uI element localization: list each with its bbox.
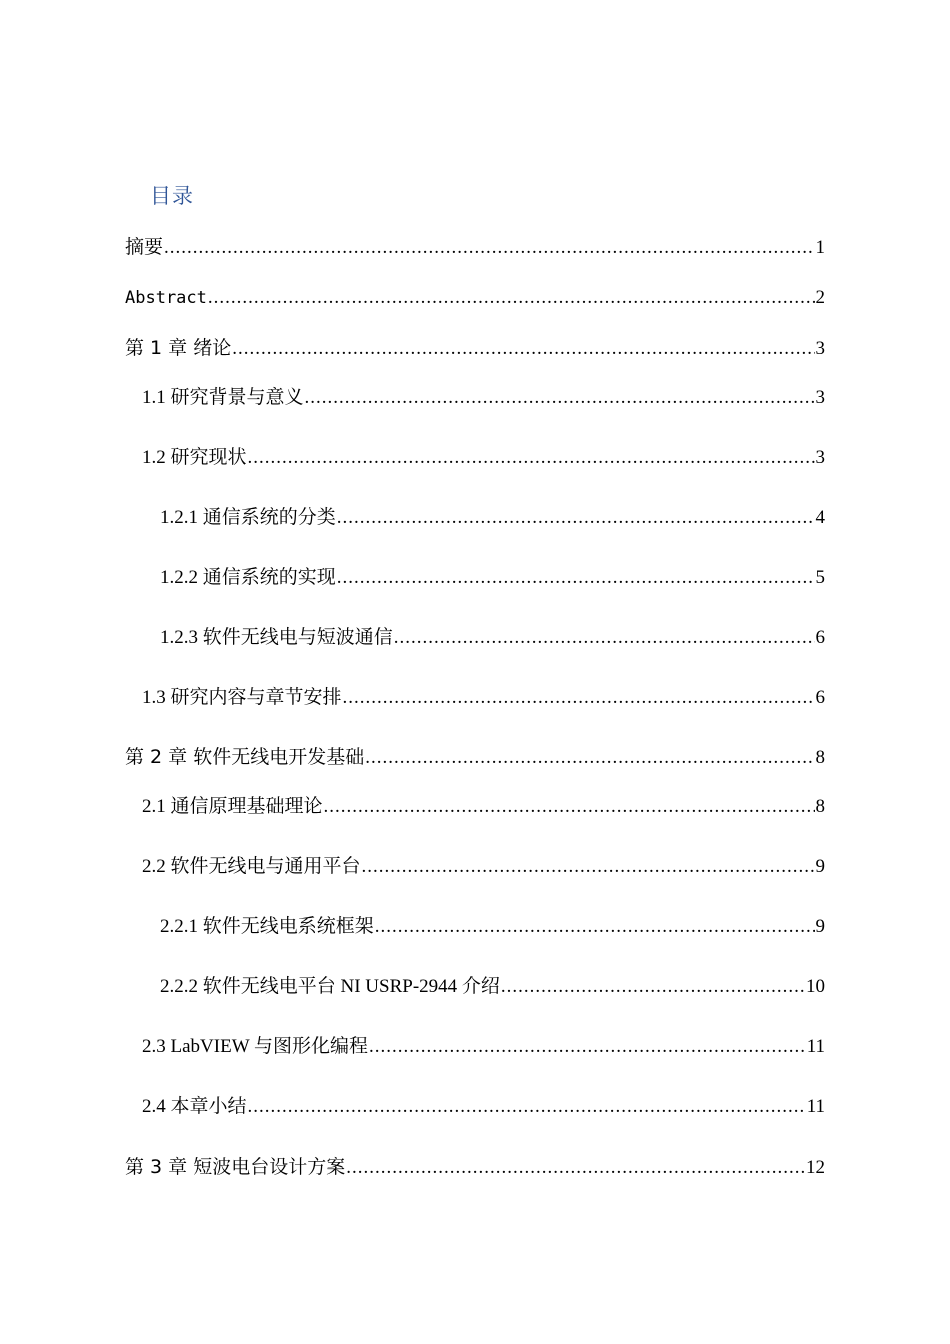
toc-entry-chapter-2[interactable] xyxy=(125,743,825,771)
toc-entry-label: 1.1 研究背景与意义 xyxy=(142,387,304,408)
toc-entry-2-2[interactable] xyxy=(142,853,825,881)
toc-entry-label: 1.2 研究现状 xyxy=(142,447,247,468)
toc-entry-1-3[interactable] xyxy=(142,684,825,712)
toc-leader-dots xyxy=(337,504,815,532)
toc-leader-dots xyxy=(324,793,815,821)
toc-leader-dots xyxy=(305,384,815,412)
toc-leader-dots xyxy=(346,1154,805,1182)
toc-leader-dots xyxy=(343,684,815,712)
toc-leader-dots xyxy=(248,1093,806,1121)
toc-leader-dots xyxy=(375,913,815,941)
toc-leader-dots xyxy=(164,234,814,262)
toc-entry-page: 12 xyxy=(806,1157,825,1178)
toc-entry-label: 2.3 LabVIEW 与图形化编程 xyxy=(142,1036,369,1057)
toc-entry-2-4[interactable] xyxy=(142,1093,825,1121)
toc-entry-2-1[interactable] xyxy=(142,793,825,821)
toc-leader-dots xyxy=(337,564,815,592)
toc-title: 目录 xyxy=(150,184,194,208)
toc-entry-label: 第 1 章 绪论 xyxy=(125,337,232,359)
toc-entry-page: 8 xyxy=(815,747,825,768)
toc-entry-label: 2.2.2 软件无线电平台 NI USRP-2944 介绍 xyxy=(160,976,500,997)
toc-entry-label: 摘要 xyxy=(125,236,164,258)
toc-entry-label: 1.2.2 通信系统的实现 xyxy=(160,567,336,588)
toc-entry-page: 3 xyxy=(815,447,825,468)
toc-leader-dots xyxy=(501,973,805,1001)
toc-entry-label: 2.2 软件无线电与通用平台 xyxy=(142,856,361,877)
toc-entry-label: 1.2.1 通信系统的分类 xyxy=(160,507,336,528)
toc-entry-page: 5 xyxy=(815,567,825,588)
toc-entry-2-2-2[interactable] xyxy=(160,973,825,1001)
toc-entry-page: 10 xyxy=(806,976,825,997)
toc-entry-page: 2 xyxy=(815,287,825,308)
toc-entry-page: 9 xyxy=(815,916,825,937)
toc-entry-label: 1.3 研究内容与章节安排 xyxy=(142,687,342,708)
toc-entry-page: 6 xyxy=(815,627,825,648)
toc-leader-dots xyxy=(394,624,815,652)
toc-leader-dots xyxy=(208,284,815,312)
toc-entry-label: Abstract xyxy=(125,288,207,308)
toc-entry-page: 8 xyxy=(815,796,825,817)
toc-entry-label: 第 2 章 软件无线电开发基础 xyxy=(125,746,365,768)
toc-entry-1-2-3[interactable] xyxy=(160,624,825,652)
toc-entry-abstract-cn[interactable] xyxy=(125,233,825,261)
toc-entry-abstract-en[interactable] xyxy=(125,284,825,312)
toc-entry-label: 1.2.3 软件无线电与短波通信 xyxy=(160,627,393,648)
toc-entry-chapter-1[interactable] xyxy=(125,334,825,362)
toc-entry-page: 3 xyxy=(815,338,825,359)
toc-leader-dots xyxy=(362,853,815,881)
toc-entry-1-2[interactable] xyxy=(142,444,825,472)
toc-entry-label: 2.4 本章小结 xyxy=(142,1096,247,1117)
toc-entry-page: 6 xyxy=(815,687,825,708)
toc-entry-1-1[interactable] xyxy=(142,384,825,412)
toc-entry-page: 11 xyxy=(806,1096,825,1117)
toc-leader-dots xyxy=(369,1033,806,1061)
toc-entry-2-3[interactable] xyxy=(142,1033,825,1061)
toc-entry-label: 第 3 章 短波电台设计方案 xyxy=(125,1156,346,1178)
toc-entry-page: 3 xyxy=(815,387,825,408)
toc-entry-page: 1 xyxy=(815,237,825,258)
toc-entry-1-2-2[interactable] xyxy=(160,564,825,592)
toc-entry-label: 2.2.1 软件无线电系统框架 xyxy=(160,916,374,937)
toc-entry-label: 2.1 通信原理基础理论 xyxy=(142,796,323,817)
toc-entry-page: 9 xyxy=(815,856,825,877)
toc-entry-page: 11 xyxy=(806,1036,825,1057)
toc-entry-2-2-1[interactable] xyxy=(160,913,825,941)
toc-leader-dots xyxy=(248,444,815,472)
toc-entry-page: 4 xyxy=(815,507,825,528)
toc-leader-dots xyxy=(232,335,814,363)
toc-entry-chapter-3[interactable] xyxy=(125,1153,825,1181)
toc-entry-1-2-1[interactable] xyxy=(160,504,825,532)
toc-leader-dots xyxy=(365,744,814,772)
